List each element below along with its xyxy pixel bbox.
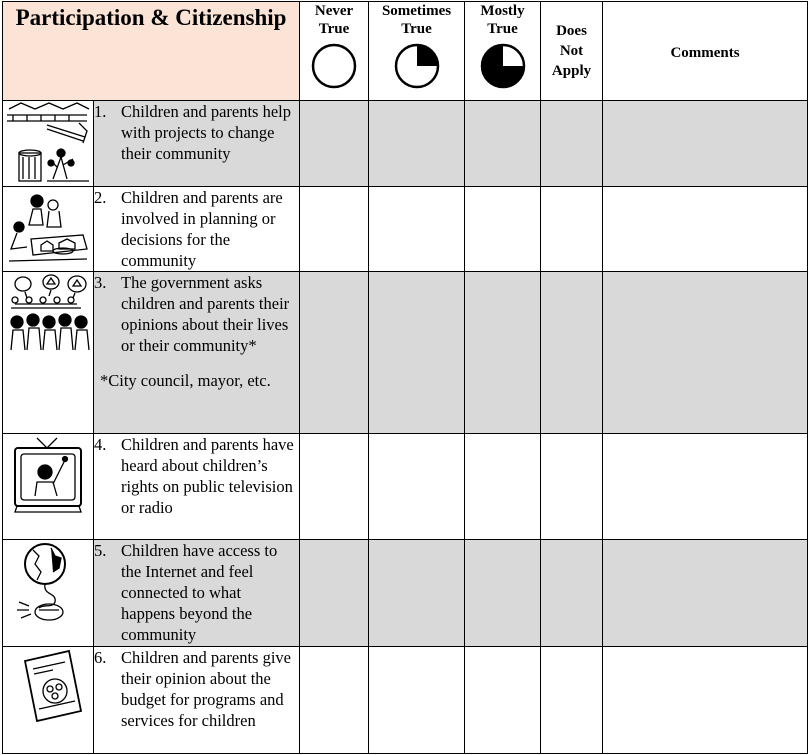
section-title: Participation & Citizenship bbox=[3, 2, 300, 101]
globe-mouse-illustration bbox=[3, 540, 94, 647]
response-does-not-apply[interactable] bbox=[541, 540, 603, 647]
response-never-true[interactable] bbox=[300, 540, 369, 647]
response-never-true[interactable] bbox=[300, 647, 369, 754]
response-does-not-apply[interactable] bbox=[541, 101, 603, 187]
item-5-text bbox=[94, 540, 300, 647]
column-never-true bbox=[300, 2, 369, 101]
comments-field[interactable] bbox=[603, 647, 808, 754]
column-comments bbox=[603, 2, 808, 101]
item-number: 5. bbox=[94, 541, 107, 560]
item-note: *City council, mayor, etc. bbox=[100, 371, 271, 390]
response-never-true[interactable] bbox=[300, 272, 369, 434]
table-row bbox=[3, 540, 808, 647]
town-meeting-illustration bbox=[3, 272, 94, 434]
table-row bbox=[3, 272, 808, 434]
community-garden-illustration bbox=[3, 101, 94, 187]
response-sometimes-true[interactable] bbox=[369, 540, 465, 647]
response-mostly-true[interactable] bbox=[465, 101, 541, 187]
column-does-not-apply bbox=[541, 2, 603, 101]
column-sometimes-true bbox=[369, 2, 465, 101]
column-never-true-label: Never True bbox=[314, 3, 354, 37]
item-1-text bbox=[94, 101, 300, 187]
empty-circle-icon bbox=[310, 42, 358, 90]
response-mostly-true[interactable] bbox=[465, 540, 541, 647]
table-row bbox=[3, 101, 808, 187]
three-quarter-filled-circle-icon bbox=[479, 42, 527, 90]
planning-model-illustration bbox=[3, 187, 94, 272]
item-statement: Children and parents give their opinion about the budget for programs and services for children bbox=[121, 648, 291, 730]
item-statement: Children and parents have heard about children’s rights on public television or radio bbox=[121, 435, 294, 517]
response-does-not-apply[interactable] bbox=[541, 272, 603, 434]
column-mostly-true-label: Mostly True bbox=[480, 3, 525, 37]
response-sometimes-true[interactable] bbox=[369, 647, 465, 754]
response-does-not-apply[interactable] bbox=[541, 434, 603, 540]
item-number: 6. bbox=[94, 648, 107, 667]
comments-field[interactable] bbox=[603, 101, 808, 187]
quarter-filled-circle-icon bbox=[393, 42, 441, 90]
response-does-not-apply[interactable] bbox=[541, 647, 603, 754]
response-sometimes-true[interactable] bbox=[369, 434, 465, 540]
item-2-text bbox=[94, 187, 300, 272]
response-mostly-true[interactable] bbox=[465, 187, 541, 272]
column-does-not-apply-label: Does Not Apply bbox=[551, 23, 592, 79]
item-number: 1. bbox=[94, 102, 107, 121]
response-never-true[interactable] bbox=[300, 187, 369, 272]
table-row bbox=[3, 187, 808, 272]
item-statement: Children and parents are involved in planning or decisions for the community bbox=[121, 188, 283, 270]
television-illustration bbox=[3, 434, 94, 540]
comments-field[interactable] bbox=[603, 187, 808, 272]
response-sometimes-true[interactable] bbox=[369, 187, 465, 272]
item-statement: Children have access to the Internet and feel connected to what happens beyond the community bbox=[121, 541, 278, 644]
response-sometimes-true[interactable] bbox=[369, 272, 465, 434]
column-comments-label: Comments bbox=[670, 45, 740, 61]
response-never-true[interactable] bbox=[300, 101, 369, 187]
item-statement: The government asks children and parents their opinions about their lives or their community* bbox=[121, 273, 290, 355]
item-3-text bbox=[94, 272, 300, 434]
participation-citizenship-table bbox=[2, 1, 808, 754]
response-does-not-apply[interactable] bbox=[541, 187, 603, 272]
item-4-text bbox=[94, 434, 300, 540]
item-number: 4. bbox=[94, 435, 107, 454]
column-sometimes-true-label: Sometimes True bbox=[381, 3, 452, 37]
item-number: 3. bbox=[94, 273, 107, 292]
item-statement: Children and parents help with projects to change their community bbox=[121, 102, 291, 163]
item-number: 2. bbox=[94, 188, 107, 207]
table-row bbox=[3, 647, 808, 754]
response-mostly-true[interactable] bbox=[465, 272, 541, 434]
response-mostly-true[interactable] bbox=[465, 434, 541, 540]
budget-document-illustration bbox=[3, 647, 94, 754]
response-mostly-true[interactable] bbox=[465, 647, 541, 754]
response-sometimes-true[interactable] bbox=[369, 101, 465, 187]
column-mostly-true bbox=[465, 2, 541, 101]
comments-field[interactable] bbox=[603, 272, 808, 434]
table-row bbox=[3, 434, 808, 540]
comments-field[interactable] bbox=[603, 540, 808, 647]
comments-field[interactable] bbox=[603, 434, 808, 540]
item-6-text bbox=[94, 647, 300, 754]
response-never-true[interactable] bbox=[300, 434, 369, 540]
